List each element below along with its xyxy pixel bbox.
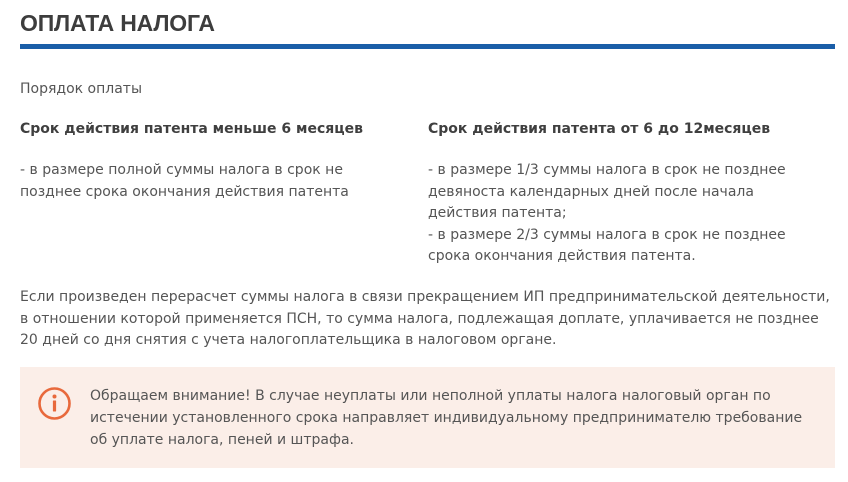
payment-order-label: Порядок оплаты [20,81,143,97]
long-term-heading: Срок действия патента от 6 до 12месяцев [428,121,771,137]
short-term-heading: Срок действия патента меньше 6 месяцев [20,121,363,137]
long-term-text [428,160,808,268]
long-term-text-two-thirds: - в размере 2/3 суммы налога в срок не позднее срока окончания действия патента. [428,226,786,264]
page-title: ОПЛАТА НАЛОГА [20,10,215,36]
info-icon [38,387,71,420]
notice-text: Обращаем внимание! В случае неуплаты или неполной уплаты налога налоговый орган по истечении установленного срока направляет индивидуальному предпринимателю требование об уплате налога, пеней и штрафа. [90,388,803,448]
long-term-column [428,120,808,268]
long-term-text-first-third: - в размере 1/3 суммы налога в срок не позднее девяноста календарных дней после начала действия патента; [428,162,786,221]
notice-box [20,367,835,468]
title-underline [20,44,835,49]
short-term-text: - в размере полной суммы налога в срок не позднее срока окончания действия патента [20,162,349,200]
recalculation-paragraph: Если произведен перерасчет суммы налога в связи прекращением ИП предпринимательской деятельности, в отношении которой применяется ПСН, то сумма налога, подлежащая доплате, уплачивается не позднее 20 дней со дня снятия с учета налогоплательщика в налоговом органе. [20,289,830,348]
short-term-column [20,120,400,203]
